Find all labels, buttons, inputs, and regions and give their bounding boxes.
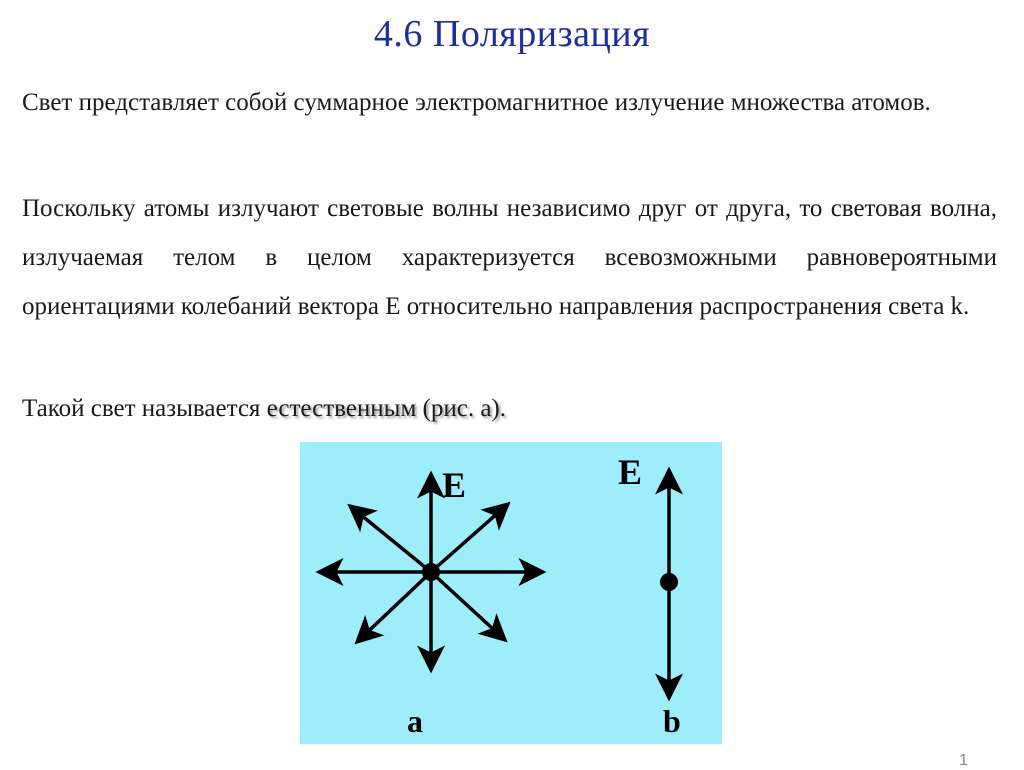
vector-arrow-down-right: [431, 572, 505, 640]
polarization-figure: [300, 442, 722, 744]
paragraph-light-definition: Свет представляет собой суммарное электромагнитное излучение множества атомов.: [22, 89, 931, 116]
natural-light-highlight: естественным (рис. а).: [266, 395, 507, 422]
panel-a-vector-label: E: [442, 465, 467, 505]
panel-b-caption: b: [663, 703, 681, 739]
panel-b-vector-label: E: [618, 452, 643, 492]
vector-arrow-up-left: [350, 506, 431, 572]
vector-arrow-down-left: [357, 572, 431, 642]
polarization-figure-svg: [300, 442, 722, 744]
page-number: 1: [959, 752, 968, 769]
slide-title: 4.6 Поляризация: [373, 13, 651, 55]
natural-light-prefix: Такой свет называется: [22, 395, 267, 422]
paragraph-natural-light: [22, 384, 997, 433]
vector-arrow-up-right: [431, 504, 508, 572]
panel-a-center-dot: [422, 563, 440, 581]
paragraph-atoms-emission: Поскольку атомы излучают световые волны независимо друг от друга, то световая волна, излучаемая телом в целом характеризуется всевозможными равновероятными ориентациями колебаний вектора E относительно направления распространения света k.: [22, 195, 997, 320]
panel-b-center-dot: [660, 573, 678, 591]
panel-a-caption: a: [407, 703, 423, 739]
